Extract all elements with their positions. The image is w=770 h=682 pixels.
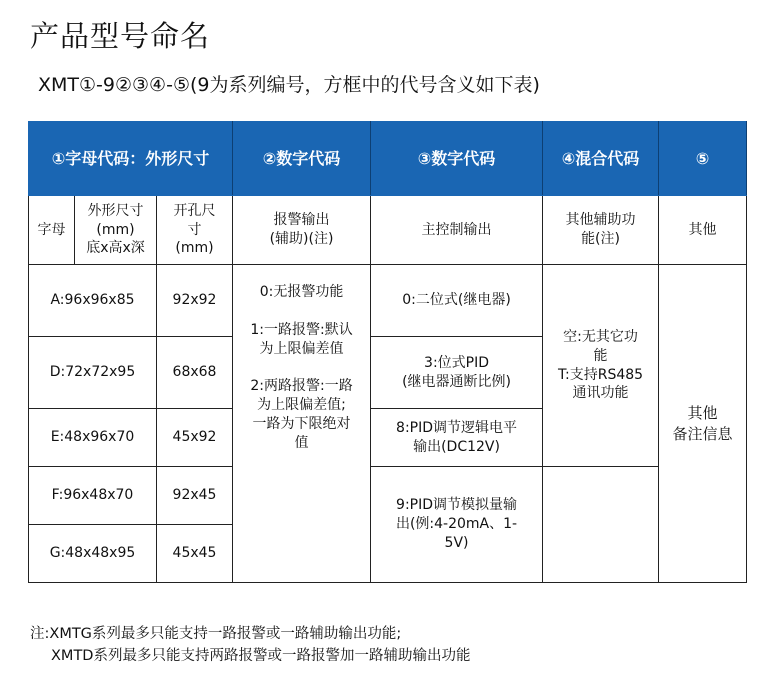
page-title: 产品型号命名: [30, 19, 211, 53]
cutout-cell: 92x92: [157, 265, 233, 337]
header-digit-code-2: ②数字代码: [233, 122, 371, 196]
aux-empty-cell: [543, 467, 659, 583]
alarm-item-0: 0:无报警功能: [259, 284, 344, 300]
control-item-3: 3:位式PID (继电器通断比例): [371, 337, 543, 409]
table-header-row: [29, 122, 747, 196]
cutout-cell: 68x68: [157, 337, 233, 409]
control-item-8: 8:PID调节逻辑电平 输出(DC12V): [371, 409, 543, 467]
subheader-cutout: 开孔尺 寸 (mm): [157, 196, 233, 265]
header-letter-size: ①字母代码：外形尺寸: [29, 122, 233, 196]
size-cell: E:48x96x70: [29, 409, 157, 467]
subheader-alarm-output: 报警输出 (辅助)(注): [233, 196, 371, 265]
subheader-main-control: 主控制输出: [371, 196, 543, 265]
footnote-line-1: 注:XMTG系列最多只能支持一路报警或一路辅助输出功能;: [30, 626, 402, 642]
subheader-letter: 字母: [29, 196, 75, 265]
footnote-line-2: XMTD系列最多只能支持两路报警或一路报警加一路辅助输出功能: [51, 648, 471, 665]
alarm-item-1: 1:一路报警:默认 为上限偏差值: [250, 321, 353, 357]
table-row: [29, 265, 747, 337]
control-item-9: 9:PID调节模拟量输 出(例:4-20mA、1- 5V): [371, 467, 543, 583]
size-cell: A:96x96x85: [29, 265, 157, 337]
footnote: [30, 623, 470, 668]
cutout-cell: 45x45: [157, 525, 233, 583]
header-digit-code-3: ③数字代码: [371, 122, 543, 196]
alarm-options-cell: [233, 265, 371, 583]
cutout-cell: 45x92: [157, 409, 233, 467]
control-item-0: 0:二位式(继电器): [371, 265, 543, 337]
model-code-table: [28, 121, 747, 583]
size-cell: D:72x72x95: [29, 337, 157, 409]
cutout-cell: 92x45: [157, 467, 233, 525]
header-code-5: ⑤: [659, 122, 747, 196]
table-subheader-row: [29, 196, 747, 265]
subheader-other: 其他: [659, 196, 747, 265]
subheader-outer-size: 外形尺寸 (mm) 底x高x深: [75, 196, 157, 265]
size-cell: F:96x48x70: [29, 467, 157, 525]
model-format-subtitle: XMT①-9②③④-⑤(9为系列编号，方框中的代号含义如下表): [38, 74, 540, 96]
other-info-cell: 其他 备注信息: [659, 265, 747, 583]
subheader-aux-function: 其他辅助功 能(注): [543, 196, 659, 265]
size-cell: G:48x48x95: [29, 525, 157, 583]
table-row: [29, 467, 747, 525]
header-mixed-code: ④混合代码: [543, 122, 659, 196]
aux-options-cell: 空:无其它功 能 T:支持RS485 通讯功能: [543, 265, 659, 467]
alarm-item-2: 2:两路报警:一路 为上限偏差值; 一路为下限绝对 值: [250, 378, 353, 452]
